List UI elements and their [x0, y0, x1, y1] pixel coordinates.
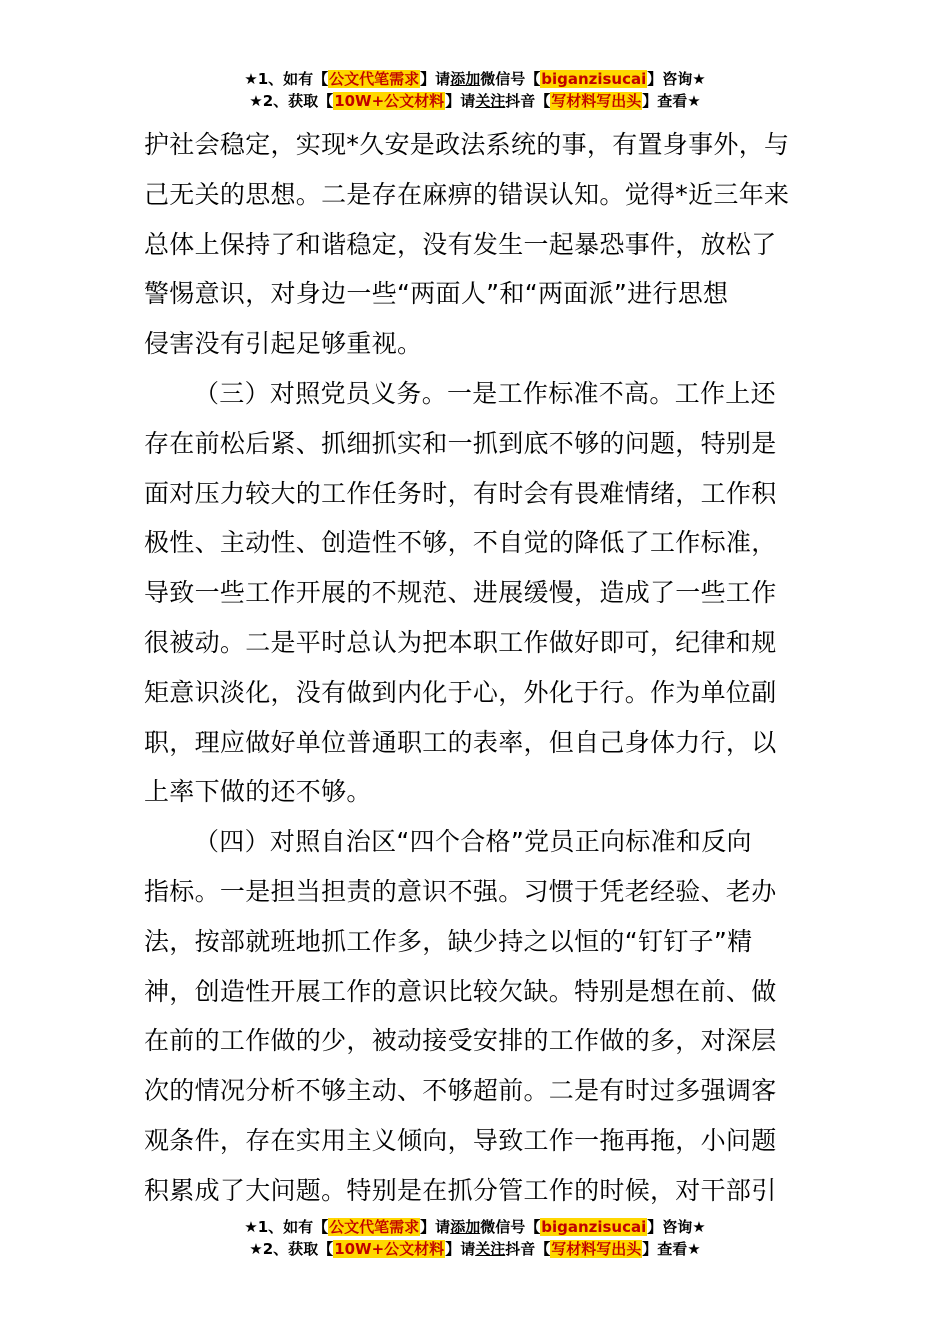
banner-text: 抖音【: [505, 92, 551, 110]
banner-line-2: [0, 1238, 950, 1260]
text-line: 神，创造性开展工作的意识比较欠缺。特别是想在前、做: [144, 976, 777, 1006]
text-line: 极性、主动性、创造性不够，不自觉的降低了工作标准，: [144, 528, 777, 558]
text-line: 护社会稳定，实现*久安是政法系统的事，有置身事外，与: [144, 130, 790, 159]
paragraph-heading-line: （四）对照自治区“四个合格”党员正向标准和反向: [194, 827, 752, 857]
banner-highlight: biganzisucai: [541, 1218, 647, 1236]
text-line: 矩意识淡化，没有做到内化于心，外化于行。作为单位副: [144, 677, 777, 707]
banner-underlined: 关注: [475, 1240, 506, 1258]
banner-line-1: [0, 68, 950, 90]
text-line: 警惕意识，对身边一些“两面人”和“两面派”进行思想: [144, 279, 729, 309]
banner-line-1: [0, 1216, 950, 1238]
text-line: 职，理应做好单位普通职工的表率，但自己身体力行，以: [144, 727, 777, 757]
banner-highlight: 公文代笔需求: [329, 70, 420, 88]
banner-text: 抖音【: [505, 1240, 551, 1258]
banner-text: 】请: [420, 1218, 451, 1236]
banner-highlight: 公文代笔需求: [329, 1218, 420, 1236]
text-line: 很被动。二是平时总认为把本职工作做好即可，纪律和规: [144, 627, 777, 657]
banner-text: 】查看★: [642, 92, 701, 110]
banner-highlight: 10W+公文材料: [334, 1240, 445, 1258]
banner-underlined: 添加: [450, 70, 481, 88]
text-line: 次的情况分析不够主动、不够超前。二是有时过多强调客: [144, 1076, 777, 1106]
text-line: 存在前松后紧、抓细抓实和一抓到底不够的问题，特别是: [144, 428, 777, 458]
banner-text: 】咨询★: [647, 1218, 706, 1236]
banner-highlight: biganzisucai: [541, 70, 647, 88]
banner-text: 微信号【: [480, 70, 541, 88]
banner-text: 】查看★: [642, 1240, 701, 1258]
banner-text: ★1、如有【: [244, 70, 329, 88]
banner-text: 】请: [445, 92, 476, 110]
text-line: 己无关的思想。二是存在麻痹的错误认知。觉得*近三年来: [144, 179, 790, 209]
document-body: [144, 120, 814, 1216]
header-banner: [0, 68, 950, 112]
banner-highlight: 写材料写出头: [551, 1240, 642, 1258]
banner-text: ★1、如有【: [244, 1218, 329, 1236]
text-line: 在前的工作做的少，被动接受安排的工作做的多，对深层: [144, 1026, 777, 1056]
paragraph-heading-line: （三）对照党员义务。一是工作标准不高。工作上还: [194, 378, 776, 408]
text-line: 侵害没有引起足够重视。: [144, 329, 423, 359]
banner-highlight: 写材料写出头: [551, 92, 642, 110]
banner-text: ★2、获取【: [249, 1240, 334, 1258]
text-line: 总体上保持了和谐稳定，没有发生一起暴恐事件，放松了: [144, 229, 777, 259]
text-line: 指标。一是担当担责的意识不强。习惯于凭老经验、老办: [144, 876, 777, 906]
banner-text: 】咨询★: [647, 70, 706, 88]
text-line: 积累成了大问题。特别是在抓分管工作的时候，对干部引: [144, 1175, 777, 1205]
banner-text: ★2、获取【: [249, 92, 334, 110]
banner-text: 】请: [445, 1240, 476, 1258]
banner-line-2: [0, 90, 950, 112]
text-line: 法，按部就班地抓工作多，缺少持之以恒的“钉钉子”精: [144, 926, 753, 956]
banner-text: 】请: [420, 70, 451, 88]
banner-highlight: 10W+公文材料: [334, 92, 445, 110]
text-line: 上率下做的还不够。: [144, 777, 372, 807]
text-line: 观条件，存在实用主义倾向，导致工作一拖再拖，小问题: [144, 1125, 777, 1155]
footer-banner: [0, 1216, 950, 1260]
banner-text: 微信号【: [480, 1218, 541, 1236]
text-line: 导致一些工作开展的不规范、进展缓慢，造成了一些工作: [144, 578, 777, 608]
banner-underlined: 添加: [450, 1218, 481, 1236]
banner-underlined: 关注: [475, 92, 506, 110]
text-line: 面对压力较大的工作任务时，有时会有畏难情绪，工作积: [144, 478, 777, 508]
